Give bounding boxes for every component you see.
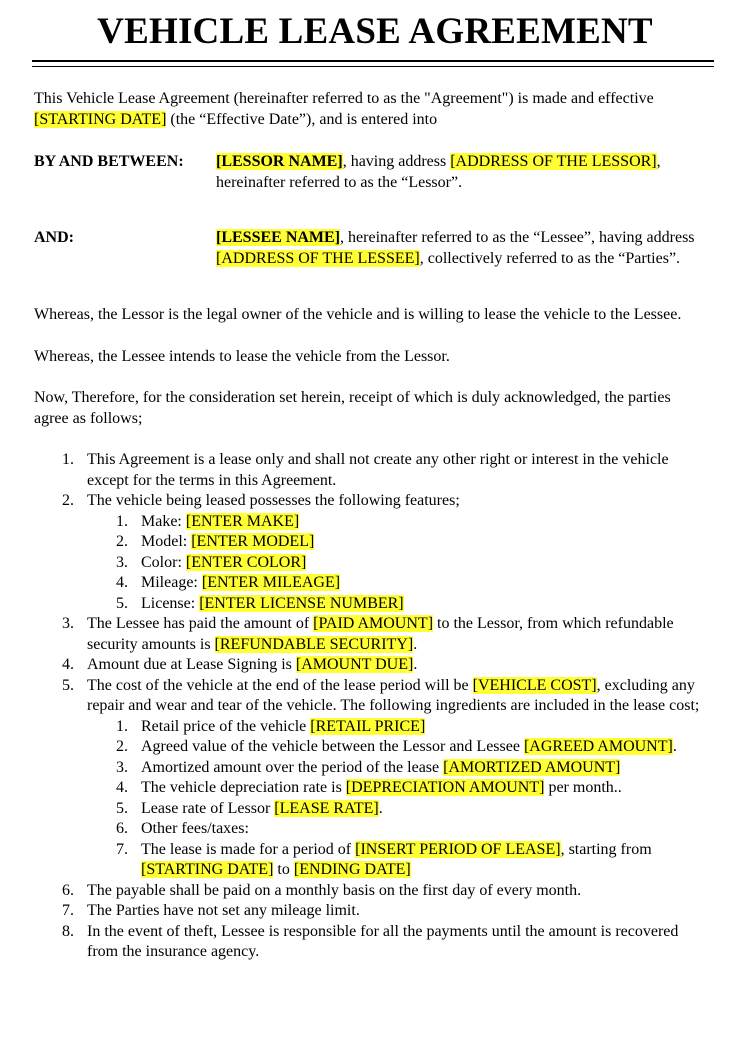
cost-item-agreed: 2. Agreed value of the vehicle between the Lessor and Lessee [AGREED AMOUNT]. [116, 738, 677, 755]
whereas-owner: Whereas, the Lessor is the legal owner of the vehicle and is willing to lease the vehicle to the Lessee. [34, 306, 682, 323]
clause-8: 8. In the event of theft, Lessee is responsible for all the payments until the amount is recovered from the insurance agency. [62, 922, 679, 960]
feature-license: 5. License: [ENTER LICENSE NUMBER] [116, 594, 404, 612]
title-rule-thin [32, 66, 714, 67]
clause-3: 3. The Lessee has paid the amount of [PAID AMOUNT] to the Lessor, from which refundable security amounts is [REFUNDABLE SECURITY]. [62, 615, 674, 653]
lease-start-date-field[interactable]: [STARTING DATE] [141, 861, 274, 878]
amortized-amount-field[interactable]: [AMORTIZED AMOUNT] [443, 758, 621, 776]
clause-2: 2. The vehicle being leased possesses the following features; [62, 492, 460, 509]
title-rule-thick [32, 60, 714, 62]
make-field[interactable]: [ENTER MAKE] [185, 512, 300, 530]
amount-due-field[interactable]: [AMOUNT DUE] [295, 656, 414, 673]
clause-list [34, 450, 704, 512]
cost-item-depreciation: 4. The vehicle depreciation rate is [DEPRECIATION AMOUNT] per month.. [116, 779, 622, 796]
license-field[interactable]: [ENTER LICENSE NUMBER] [199, 594, 404, 612]
mileage-field[interactable]: [ENTER MILEAGE] [201, 574, 341, 591]
model-field[interactable]: [ENTER MODEL] [191, 533, 315, 550]
lessee-address-field[interactable]: [ADDRESS OF THE LESSEE] [216, 249, 420, 267]
lessor-address-field[interactable]: [ADDRESS OF THE LESSOR] [450, 153, 657, 170]
feature-mileage: 4. Mileage: [ENTER MILEAGE] [116, 574, 341, 591]
feature-color: 3. Color: [ENTER COLOR] [116, 553, 307, 571]
clause-5: 5. The cost of the vehicle at the end of the lease period will be [VEHICLE COST], excluding any repair and wear and tear of the vehicle. The following ingredients are included in the lease cost; [62, 676, 700, 714]
cost-item-retail: 1. Retail price of the vehicle [RETAIL PRICE] [116, 717, 426, 735]
document-title: VEHICLE LEASE AGREEMENT [97, 11, 653, 52]
lessee-block: AND: [LESSEE NAME], hereinafter referred to as the “Lessee”, having address [ADDRESS OF THE LESSEE], collectively referred to as the “Parties”. [34, 228, 704, 269]
vehicle-cost-field[interactable]: [VEHICLE COST] [472, 676, 597, 694]
lease-rate-field[interactable]: [LEASE RATE] [274, 799, 379, 817]
color-field[interactable]: [ENTER COLOR] [185, 553, 307, 571]
cost-item-period: 7. The lease is made for a period of [INSERT PERIOD OF LEASE], starting from [STARTING DATE] to [ENDING DATE] [116, 840, 652, 878]
lessor-label: BY AND BETWEEN: [34, 153, 184, 170]
now-therefore: Now, Therefore, for the consideration set herein, receipt of which is duly acknowledged, the parties agree as follows; [34, 389, 671, 427]
lease-end-date-field[interactable]: [ENDING DATE] [293, 861, 411, 878]
lessee-name-field[interactable]: [LESSEE NAME] [216, 229, 341, 246]
feature-make: 1. Make: [ENTER MAKE] [116, 512, 300, 530]
clause-list-final [34, 881, 704, 963]
whereas-intent: Whereas, the Lessee intends to lease the vehicle from the Lessor. [34, 347, 450, 365]
clause-7: 7. The Parties have not set any mileage limit. [62, 902, 360, 919]
lessor-name-field[interactable]: [LESSOR NAME] [216, 153, 343, 170]
depreciation-amount-field[interactable]: [DEPRECIATION AMOUNT] [345, 779, 545, 796]
lease-cost-items [34, 717, 704, 881]
clause-4: 4. Amount due at Lease Signing is [AMOUNT DUE]. [62, 656, 418, 673]
feature-model: 2. Model: [ENTER MODEL] [116, 533, 315, 550]
cost-item-lease-rate: 5. Lease rate of Lessor [LEASE RATE]. [116, 799, 383, 817]
agreed-amount-field[interactable]: [AGREED AMOUNT] [523, 738, 673, 755]
intro-paragraph: This Vehicle Lease Agreement (hereinafter referred to as the "Agreement") is made and effective [STARTING DATE] (the “Effective Date”), and is entered into [34, 90, 654, 128]
clause-6: 6. The payable shall be paid on a monthly basis on the first day of every month. [62, 881, 582, 899]
lease-period-field[interactable]: [INSERT PERIOD OF LEASE] [355, 840, 561, 858]
starting-date-field[interactable]: [STARTING DATE] [34, 110, 167, 128]
lessor-block: BY AND BETWEEN: [LESSOR NAME], having address [ADDRESS OF THE LESSOR], hereinafter referred to as the “Lessor”. [34, 152, 704, 193]
cost-item-fees: 6. Other fees/taxes: [116, 820, 249, 837]
cost-item-amortized: 3. Amortized amount over the period of the lease [AMORTIZED AMOUNT] [116, 758, 621, 776]
lessee-label: AND: [34, 229, 74, 246]
clause-list-continued [34, 614, 704, 717]
clause-1: 1. This Agreement is a lease only and shall not create any other right or interest in the vehicle except for the terms in this Agreement. [62, 451, 669, 489]
document-body [34, 89, 704, 963]
vehicle-features-list [34, 512, 704, 615]
retail-price-field[interactable]: [RETAIL PRICE] [310, 717, 426, 735]
paid-amount-field[interactable]: [PAID AMOUNT] [313, 615, 434, 632]
refundable-security-field[interactable]: [REFUNDABLE SECURITY] [214, 635, 414, 653]
